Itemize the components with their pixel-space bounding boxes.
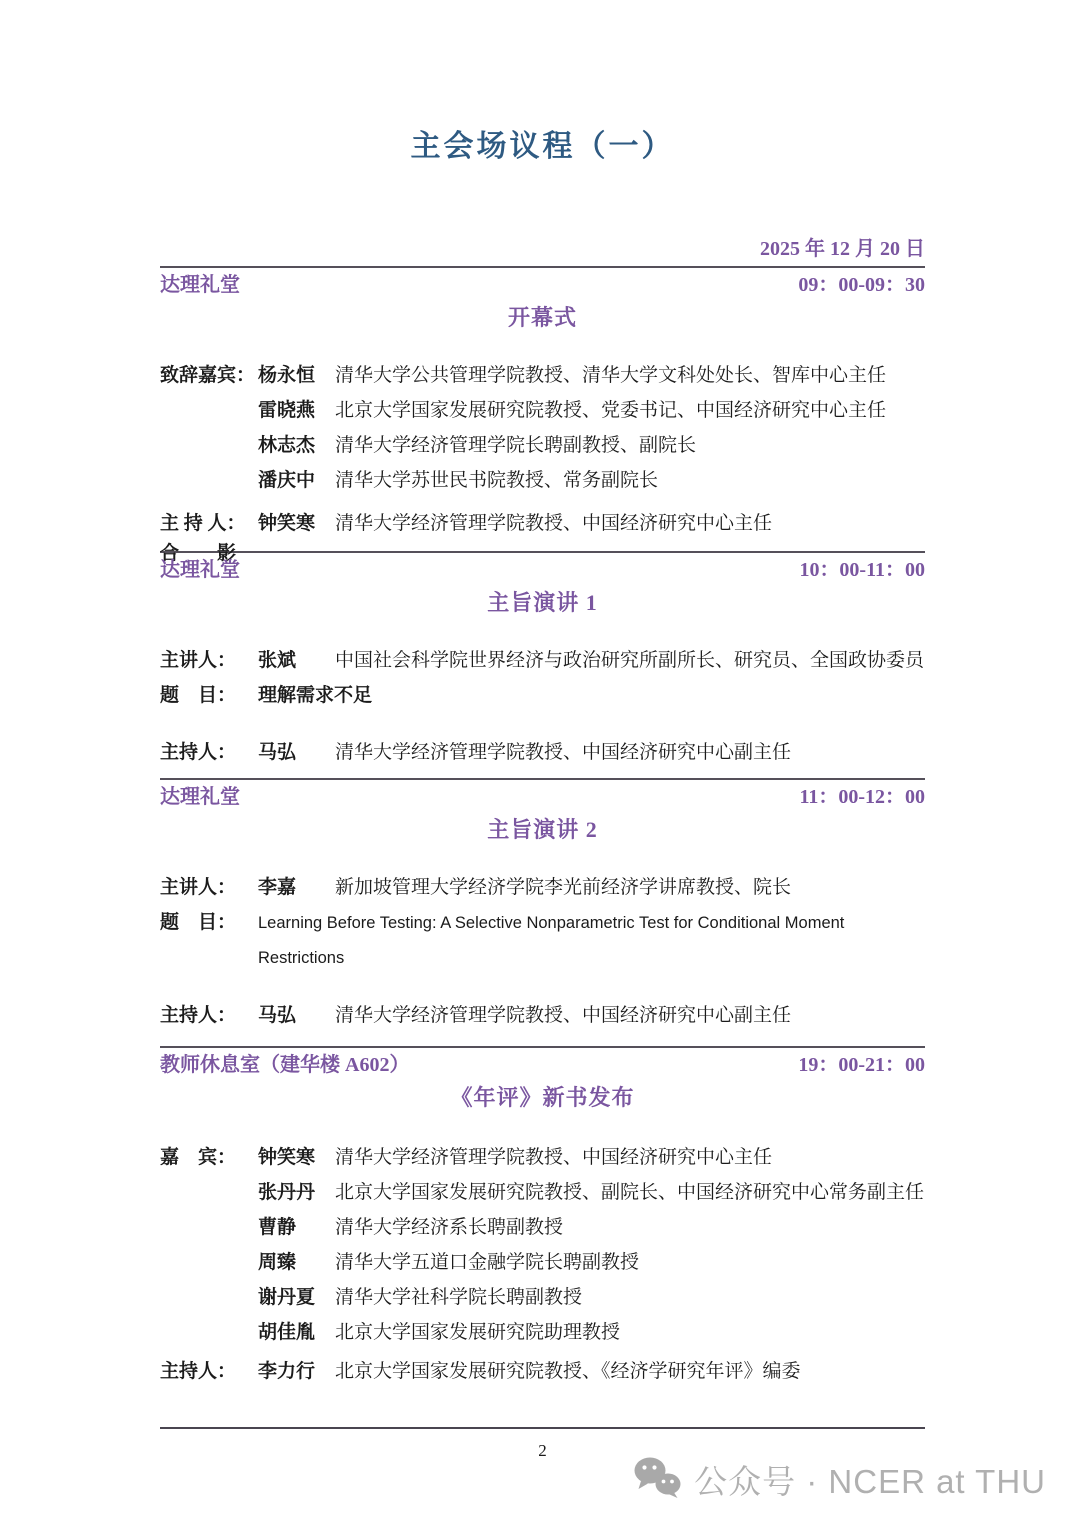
person-desc: 新加坡管理大学经济学院李光前经济学讲席教授、院长 [335,877,792,898]
person-desc: 北京大学国家发展研究院教授、党委书记、中国经济研究中心主任 [335,400,887,421]
row-label: 主持人： [160,742,237,763]
agenda-block [160,643,925,713]
person-desc: 清华大学经济管理学院教授、中国经济研究中心主任 [335,513,773,534]
session [160,551,925,770]
row-label: 题 目： [160,685,237,706]
agenda-row [160,735,925,770]
person-name: 杨永恒 [258,365,316,386]
agenda-block [160,1354,925,1389]
person-name: 雷晓燕 [258,400,316,421]
wechat-icon [632,1456,684,1507]
session [160,266,925,567]
footer-rule [160,1427,925,1429]
person-name: 谢丹夏 [258,1287,316,1308]
agenda-row [160,463,925,498]
agenda-row [160,1210,925,1245]
person-desc: 北京大学国家发展研究院教授、《经济学研究年评》编委 [335,1361,801,1382]
session-title: 主旨演讲 2 [487,817,598,842]
person-name: 胡佳胤 [258,1322,316,1343]
agenda-row [160,998,925,1033]
sessions-list [160,266,925,1389]
agenda-row [160,1175,925,1210]
row-label: 主持人： [160,1005,237,1026]
agenda-row [160,428,925,463]
page-title: 主会场议程（一） [410,130,675,163]
time-label: 19：00-21：00 [798,1054,925,1076]
person-desc: 清华大学经济管理学院长聘副教授、副院长 [335,435,697,456]
venue-label: 达理礼堂 [160,559,240,581]
agenda-row [160,643,925,678]
agenda-row [160,870,925,905]
agenda-block [160,735,925,770]
venue-time-row [160,272,925,298]
agenda-row [160,1280,925,1315]
agenda-row [160,393,925,428]
watermark-text: 公众号 · NCER at THU [694,1462,1046,1500]
session-rule [160,266,925,268]
topic-value-en: Learning Before Testing: A Selective Nonparametric Test for Conditional Moment Restrictions [258,914,845,967]
row-label: 主 持 人： [160,513,246,534]
venue-label: 教师休息室（建华楼 A602） [160,1054,410,1076]
person-name: 李嘉 [258,877,297,898]
row-label: 主讲人： [160,877,237,898]
person-desc: 清华大学经济管理学院教授、中国经济研究中心主任 [335,1147,773,1168]
event-date: 2025 年 12 月 20 日 [760,238,925,260]
watermark [632,1456,1046,1507]
time-label: 09：00-09：30 [798,274,925,296]
agenda-row [160,506,925,541]
session-rule [160,778,925,780]
person-name: 钟笑寒 [258,1147,316,1168]
agenda-block [160,870,925,976]
person-desc: 北京大学国家发展研究院助理教授 [335,1322,621,1343]
venue-time-row [160,1052,925,1078]
session [160,778,925,1033]
session-title: 《年评》新书发布 [450,1085,635,1110]
agenda-row [160,1315,925,1350]
person-desc: 清华大学经济管理学院教授、中国经济研究中心副主任 [335,1005,792,1026]
agenda-row [160,678,925,713]
agenda-block [160,358,925,498]
venue-time-row [160,784,925,810]
page-number: 2 [538,1441,547,1460]
person-name: 周臻 [258,1252,297,1273]
person-name: 潘庆中 [258,470,316,491]
person-desc: 中国社会科学院世界经济与政治研究所副所长、研究员、全国政协委员 [335,650,925,671]
person-name: 李力行 [258,1361,316,1382]
venue-label: 达理礼堂 [160,274,240,296]
person-name: 林志杰 [258,435,316,456]
agenda-block [160,998,925,1033]
photo-label: 合 影 [160,543,237,564]
time-label: 11：00-12：00 [799,786,925,808]
row-label: 主持人： [160,1361,237,1382]
agenda-row [160,905,925,976]
venue-label: 达理礼堂 [160,786,240,808]
agenda-row [160,358,925,393]
page-content [0,128,1080,1463]
agenda-block [160,1140,925,1350]
person-desc: 清华大学社科学院长聘副教授 [335,1287,583,1308]
row-label: 题 目： [160,912,237,933]
person-desc: 清华大学公共管理学院教授、清华大学文科处处长、智库中心主任 [335,365,887,386]
time-label: 10：00-11：00 [799,559,925,581]
person-name: 张斌 [258,650,297,671]
person-desc: 清华大学经济管理学院教授、中国经济研究中心副主任 [335,742,792,763]
session-title: 主旨演讲 1 [487,590,598,615]
person-name: 钟笑寒 [258,513,316,534]
agenda-row [160,1354,925,1389]
person-desc: 北京大学国家发展研究院教授、副院长、中国经济研究中心常务副主任 [335,1182,925,1203]
person-desc: 清华大学经济系长聘副教授 [335,1217,564,1238]
person-name: 马弘 [258,742,297,763]
topic-value: 理解需求不足 [258,685,373,706]
person-name: 张丹丹 [258,1182,316,1203]
person-desc: 清华大学五道口金融学院长聘副教授 [335,1252,640,1273]
session [160,1046,925,1389]
person-desc: 清华大学苏世民书院教授、常务副院长 [335,470,659,491]
row-label: 致辞嘉宾： [160,365,256,386]
agenda-row [160,1245,925,1280]
agenda-row [160,1140,925,1175]
session-rule [160,1046,925,1048]
person-name: 马弘 [258,1005,297,1026]
session-title: 开幕式 [507,305,577,330]
person-name: 曹静 [258,1217,297,1238]
row-label: 主讲人： [160,650,237,671]
row-label: 嘉 宾： [160,1147,237,1168]
